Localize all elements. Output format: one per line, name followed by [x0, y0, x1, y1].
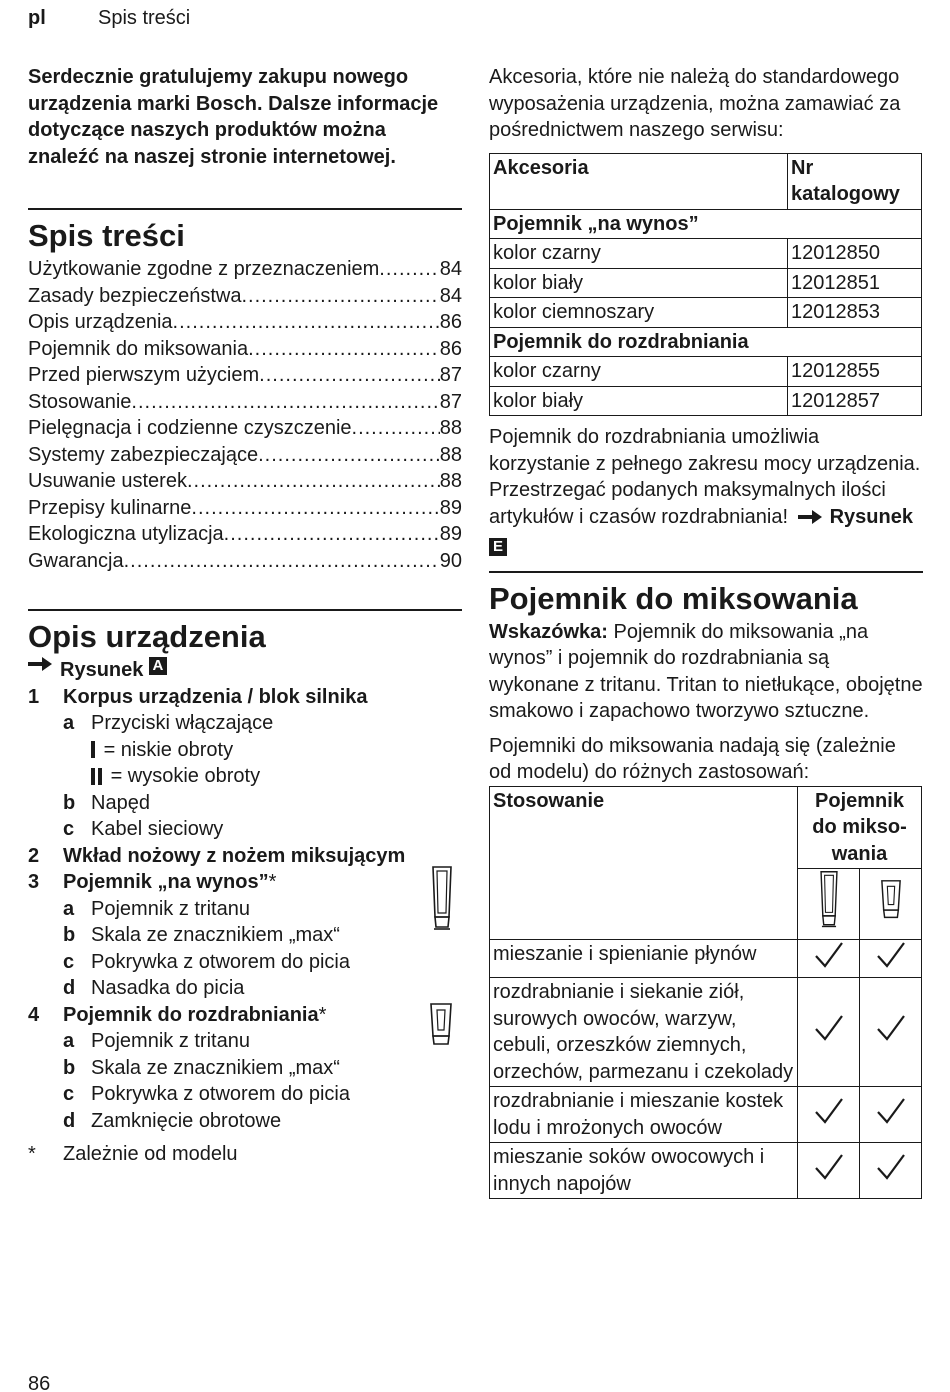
check-cell — [798, 939, 860, 978]
checkmark-icon — [814, 941, 844, 969]
part-item: 3 Pojemnik „na wynos” * — [28, 869, 462, 896]
to-go-bottle-icon — [818, 870, 840, 930]
check-cell — [860, 1087, 922, 1143]
header-cell: Nr katalogowy — [788, 153, 922, 209]
checkmark-icon — [876, 1097, 906, 1125]
uses-table — [489, 786, 922, 1200]
checkmark-icon — [814, 1153, 844, 1181]
header-cell: Akcesoria — [490, 153, 788, 209]
figure-letter-badge: E — [489, 538, 507, 556]
part-item: 4 Pojemnik do rozdrabniania * — [28, 1002, 462, 1029]
table-row: kolor czarny 12012855 — [490, 357, 922, 387]
table-header-row — [490, 786, 922, 869]
toc-entry[interactable]: Przed pierwszym użyciem ..... 87 — [28, 362, 462, 389]
speed-high: = wysokie obroty — [28, 763, 462, 790]
speed-low: = niskie obroty — [28, 737, 462, 764]
table-row: kolor czarny 12012850 — [490, 239, 922, 269]
right-column — [489, 64, 923, 1199]
chopper-container-icon — [428, 1002, 454, 1048]
toc-entry[interactable]: Pielęgnacja i codzienne czyszczenie ..... 88 — [28, 415, 462, 442]
toc-entry[interactable]: Systemy zabezpieczające ..... 88 — [28, 442, 462, 469]
part-subitem: d Nasadka do picia — [63, 977, 245, 999]
header-cell: Pojemnik do miksowania — [798, 786, 922, 869]
toc-entry[interactable]: Opis urządzenia ..... 86 — [28, 309, 462, 336]
table-row: mieszanie i spienianie płynów — [490, 939, 922, 978]
checkmark-icon — [876, 941, 906, 969]
uses-paragraph: Pojemniki do miksowania nadają się (zależnie od modelu) do różnych zastosowań: — [489, 734, 896, 783]
arrow-right-icon — [798, 510, 822, 524]
icon-cell — [798, 869, 860, 940]
arrow-right-icon — [28, 657, 52, 671]
checkmark-icon — [814, 1097, 844, 1125]
figure-reference: Rysunek A — [28, 657, 462, 684]
table-row: kolor biały 12012857 — [490, 386, 922, 416]
table-group-row: Pojemnik „na wynos” — [490, 209, 922, 239]
check-cell — [798, 978, 860, 1087]
part-subitem: c Pokrywka z otworem do picia — [63, 950, 350, 973]
chopper-note: Pojemnik do rozdrabniania umożliwia korzystanie z pełnego zakresu mocy urządzenia. Przestrzegać podanych maksymalnych ilości artykułów i czasów rozdrabniania! Rysunek E — [489, 426, 921, 555]
toc-entry[interactable]: Przepisy kulinarne ..... 89 — [28, 495, 462, 522]
part-subitem: b Skala ze znacznikiem „max“ — [63, 1056, 340, 1079]
figure-letter-badge: A — [149, 657, 167, 675]
intro-text: Serdecznie gratulujemy zakupu nowego urządzenia marki Bosch. Dalsze informacje dotyczące naszych produktów można znaleźć na naszej stronie internetowej. — [28, 66, 439, 168]
checkmark-icon — [876, 1153, 906, 1181]
check-cell — [798, 1143, 860, 1199]
header-cell: Stosowanie — [490, 786, 798, 939]
part-subitem: b Skala ze znacznikiem „max“ — [63, 924, 340, 946]
accessories-intro: Akcesoria, które nie należą do standardowego wyposażenia urządzenia, można zamawiać za pośrednictwem naszego serwisu: — [489, 66, 901, 141]
toc-heading: Spis treści — [28, 218, 185, 253]
check-cell — [860, 1143, 922, 1199]
table-row: mieszanie soków owocowych i innych napojów — [490, 1143, 922, 1199]
toc-entry[interactable]: Usuwanie usterek ..... 88 — [28, 468, 462, 495]
page-number: 86 — [28, 1373, 51, 1392]
toc-entry[interactable]: Pojemnik do miksowania ..... 86 — [28, 336, 462, 363]
part-subitem: c Kabel sieciowy — [63, 818, 224, 840]
mixing-heading: Pojemnik do miksowania — [489, 580, 858, 616]
check-cell — [798, 1087, 860, 1143]
part-item: 1 Korpus urządzenia / blok silnika — [28, 685, 368, 708]
icon-cell — [860, 869, 922, 940]
toc-entry[interactable]: Zasady bezpieczeństwa ..... 84 — [28, 283, 462, 310]
checkmark-icon — [814, 1014, 844, 1042]
footnote: * Zależnie od modelu — [28, 1143, 238, 1165]
header-title: Spis treści — [98, 7, 191, 29]
part-subitem: d Zamknięcie obrotowe — [63, 1109, 282, 1132]
table-row: kolor biały 12012851 — [490, 268, 922, 298]
toc-list — [28, 256, 462, 574]
part-subitem: c Pokrywka z otworem do picia — [63, 1083, 350, 1105]
speed-one-bar-icon — [91, 741, 95, 758]
opis-heading: Opis urządzenia — [28, 619, 266, 654]
table-group-row: Pojemnik do rozdrabniania — [490, 327, 922, 357]
check-cell — [860, 978, 922, 1087]
toc-entry[interactable]: Ekologiczna utylizacja ..... 89 — [28, 521, 462, 548]
to-go-bottle-icon — [430, 865, 454, 933]
check-cell — [860, 939, 922, 978]
toc-entry[interactable]: Gwarancja ..... 90 — [28, 548, 462, 575]
accessories-table — [489, 153, 922, 417]
toc-entry[interactable]: Stosowanie ..... 87 — [28, 389, 462, 416]
speed-two-bars-icon — [91, 768, 95, 785]
language-code: pl — [28, 7, 46, 29]
table-row: kolor ciemnoszary 12012853 — [490, 298, 922, 328]
part-subitem: a Pojemnik z tritanu — [63, 897, 250, 920]
table-row: rozdrabnianie i mieszanie kostek lodu i mrożonych owoców — [490, 1087, 922, 1143]
table-row: rozdrabnianie i siekanie ziół, surowych owoców, warzyw, cebuli, orzeszków ziemnych, orzechów, parmezanu i czekolady — [490, 978, 922, 1087]
left-column — [28, 64, 462, 1168]
checkmark-icon — [876, 1014, 906, 1042]
part-subitem: a Przyciski włączające — [63, 712, 274, 734]
table-header-row — [490, 153, 922, 209]
hint-paragraph: Wskazówka: Pojemnik do miksowania „na wynos” i pojemnik do rozdrabniania są wykonane z tritanu. Tritan to nietłukące, obojętne smakowo i zapachowo tworzywo sztuczne. — [489, 620, 923, 722]
part-subitem: a Pojemnik z tritanu — [63, 1030, 250, 1052]
chopper-container-icon — [879, 879, 903, 921]
toc-entry[interactable]: Użytkowanie zgodne z przeznaczeniem ..... 84 — [28, 256, 462, 283]
part-subitem: b Napęd — [63, 791, 150, 814]
part-item: 2 Wkład nożowy z nożem miksującym — [28, 844, 406, 867]
